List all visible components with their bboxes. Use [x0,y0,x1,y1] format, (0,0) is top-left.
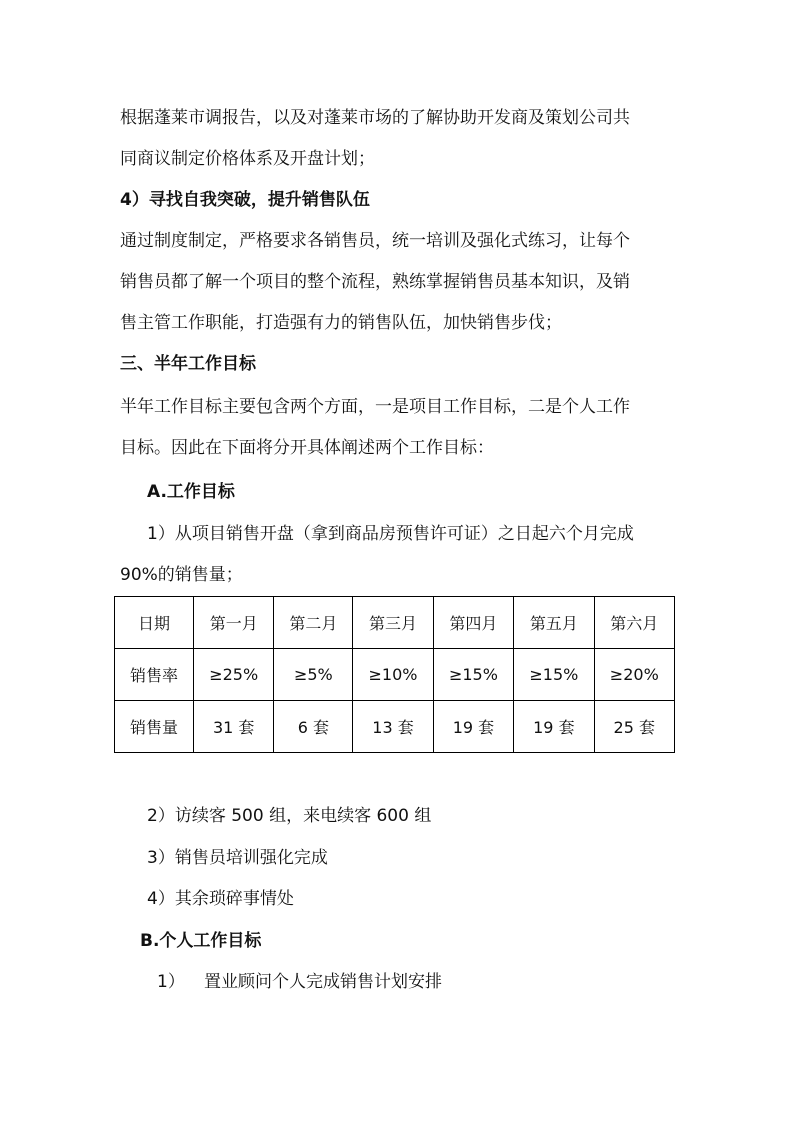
table-cell: ≥25% [194,649,274,701]
table-row [115,597,675,649]
table-cell: 日期 [115,597,194,649]
table-cell: ≥20% [594,649,674,701]
table-cell: 第五月 [514,597,594,649]
paragraph-line: 销售员都了解一个项目的整个流程，熟练掌握销售员基本知识，及销 [120,272,630,292]
goal-a-heading: A.工作目标 [147,482,235,502]
table-cell: ≥15% [433,649,513,701]
table-row [115,649,675,701]
list-item-number: 1） [157,972,185,992]
table-cell: 6 套 [274,701,353,753]
list-item: 4）其余琐碎事情处 [147,889,294,909]
paragraph-line: 根据蓬莱市调报告，以及对蓬莱市场的了解协助开发商及策划公司共 [120,108,630,128]
table-cell: 19 套 [433,701,513,753]
table-cell: 第三月 [353,597,433,649]
table-cell: 第一月 [194,597,274,649]
table-cell: 25 套 [594,701,674,753]
table-cell: ≥10% [353,649,433,701]
paragraph-line: 半年工作目标主要包含两个方面，一是项目工作目标，二是个人工作 [120,397,630,417]
table-cell: 销售率 [115,649,194,701]
section3-heading: 三、半年工作目标 [120,354,256,374]
paragraph-line: 目标。因此在下面将分开具体阐述两个工作目标： [120,438,494,458]
table-cell: 第二月 [274,597,353,649]
list-item: 3）销售员培训强化完成 [147,848,328,868]
goal-b-heading: B.个人工作目标 [140,931,262,951]
table-cell: 19 套 [514,701,594,753]
table-cell: 13 套 [353,701,433,753]
item4-heading: 4）寻找自我突破，提升销售队伍 [120,190,370,210]
paragraph-line: 通过制度制定，严格要求各销售员，统一培训及强化式练习，让每个 [120,231,630,251]
table-cell: 第六月 [594,597,674,649]
table-row [115,701,675,753]
table-cell: 销售量 [115,701,194,753]
table-cell: ≥5% [274,649,353,701]
paragraph-line: 90%的销售量； [120,565,243,585]
table-cell: 31 套 [194,701,274,753]
list-item: 2）访续客 500 组，来电续客 600 组 [147,806,432,826]
table-cell: 第四月 [433,597,513,649]
sales-target-table [114,596,675,753]
table-cell: ≥15% [514,649,594,701]
paragraph-line: 1）从项目销售开盘（拿到商品房预售许可证）之日起六个月完成 [147,524,634,544]
list-item: 置业顾问个人完成销售计划安排 [204,972,442,992]
paragraph-line: 售主管工作职能，打造强有力的销售队伍，加快销售步伐； [120,313,562,333]
paragraph-line: 同商议制定价格体系及开盘计划； [120,149,375,169]
